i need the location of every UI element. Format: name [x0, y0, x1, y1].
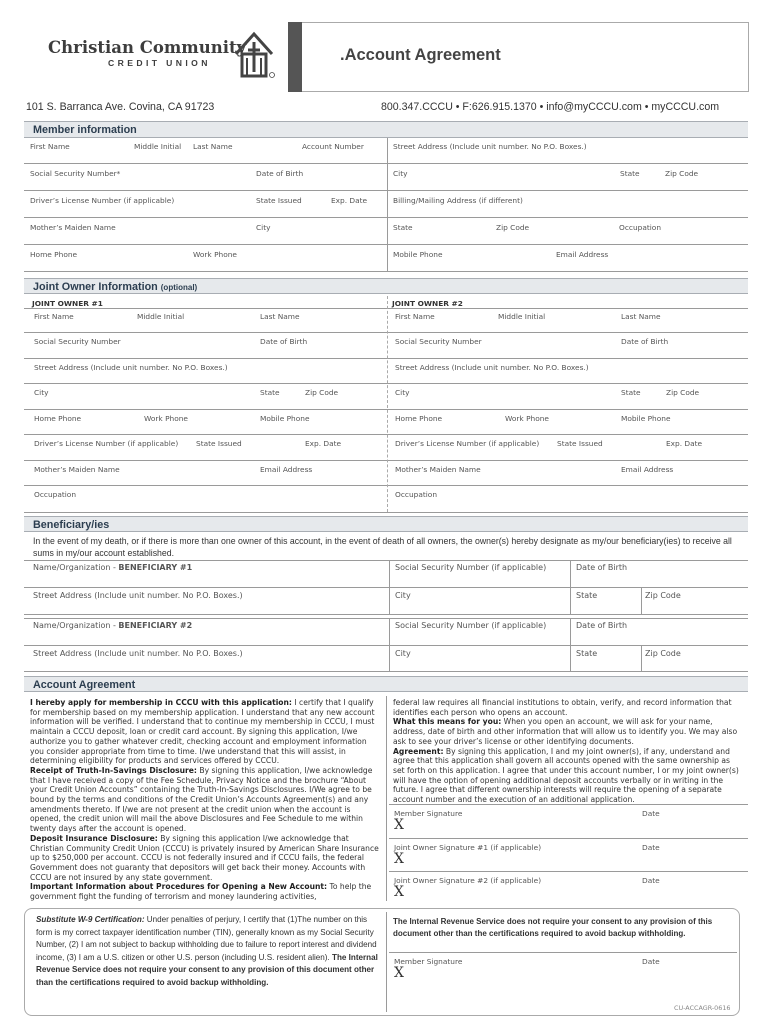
- j1-mobile-phone-label: Mobile Phone: [260, 414, 310, 423]
- agreement-left-column: [30, 698, 380, 902]
- agreement-p2-text: By signing this application, I/we acknowledge that I have received a copy of the Fee Schedule, Privacy Notice and the brochure “About your Credit Union Accounts” containing the Truth-In-Savings Disclosures. I/We agree to be bound by the terms and conditions of the Credit Union’s Accounts Agreement(s) and any amendments thereto. If I/we are not present at the credit union when the account is opened, the credit union will mail the above Disclosures and Fee Schedule to me within twenty days after the account is opened.: [30, 765, 373, 834]
- beneficiary-section-header: [24, 516, 748, 532]
- w9-date-label: Date: [642, 957, 660, 966]
- j1-middle-initial-label: Middle Initial: [137, 312, 185, 321]
- j2-mobile-phone-label: Mobile Phone: [621, 414, 671, 423]
- j2-middle-initial-label: Middle Initial: [498, 312, 546, 321]
- joint1-signature-field[interactable]: X: [394, 851, 404, 867]
- agreement-joint1-sig-label: Joint Owner Signature #1 (if applicable): [394, 843, 542, 852]
- j1-dob-label: Date of Birth: [260, 337, 308, 346]
- b2-dob-label: Date of Birth: [576, 621, 628, 630]
- member-zip-label: Zip Code: [665, 169, 699, 178]
- joint-owner1-heading: JOINT OWNER #1: [32, 299, 103, 308]
- j1-zip-label: Zip Code: [305, 388, 339, 397]
- j1-email-label: Email Address: [260, 465, 313, 474]
- b1-city-label: City: [395, 591, 411, 600]
- j1-work-phone-label: Work Phone: [144, 414, 188, 423]
- member-maiden-label: Mother’s Maiden Name: [30, 223, 116, 232]
- b2-street-label: Street Address (Include unit number. No P.O. Boxes.): [33, 649, 243, 658]
- agreement-right-column: [393, 698, 741, 805]
- b1-dob-label: Date of Birth: [576, 563, 628, 572]
- member-work-phone-label: Work Phone: [193, 250, 237, 259]
- j2-dob-label: Date of Birth: [621, 337, 669, 346]
- j1-ssn-label: Social Security Number: [34, 337, 121, 346]
- j2-email-label: Email Address: [621, 465, 674, 474]
- agreement-section-header: [24, 676, 748, 692]
- logo-text-line2: CREDIT UNION: [108, 58, 211, 68]
- agreement-p4-heading: Important Information about Procedures for Opening a New Account:: [30, 882, 328, 892]
- j1-dl-label: Driver’s License Number (if applicable): [34, 439, 179, 448]
- j1-city-label: City: [34, 388, 49, 397]
- j2-first-name-label: First Name: [395, 312, 435, 321]
- agreement-p1-text: I certify that I qualify for membership based on my membership application. I understand that any new account information will be verified. I understand that to continue my membership in CCCU, I must maintain a CCCU deposit, loan or credit card account. By signing this application, I/we authorize you to gather whatever credit, checking account and employment information you consider appropriate from time to time. I/we understand that this will assist, in determining eligibility for products and services offered by CCCU.: [30, 698, 375, 766]
- agreement-p3-text: By signing this application I/we acknowledge that Christian Community Credit Union (CCCU) is privately insured by American Share Insurance up to $250,000 per account. CCCU is not federally insured and if CCCU fails, the federal Government does not guaranty that depositors will get back their money. Accounts with CCCU are not insured by any state government.: [30, 833, 379, 882]
- j2-home-phone-label: Home Phone: [395, 414, 443, 423]
- j2-maiden-label: Mother’s Maiden Name: [395, 465, 481, 474]
- logo: [44, 36, 247, 76]
- b2-city-label: City: [395, 649, 411, 658]
- agreement-member-sig-label: Member Signature: [394, 809, 463, 818]
- member-signature-field[interactable]: X: [394, 817, 404, 833]
- joint-section-header: [24, 278, 748, 294]
- member-section-header: [24, 121, 748, 138]
- j1-maiden-label: Mother’s Maiden Name: [34, 465, 120, 474]
- address-line: 101 S. Barranca Ave. Covina, CA 91723: [26, 101, 215, 113]
- agreement-p1-heading: I hereby apply for membership in CCCU with this application:: [30, 698, 292, 707]
- w9-member-sig-label: Member Signature: [394, 957, 463, 966]
- j1-state-issued-label: State Issued: [196, 439, 242, 448]
- j2-state-issued-label: State Issued: [557, 439, 603, 448]
- w9-signature-field[interactable]: X: [394, 965, 404, 981]
- beneficiary-intro: In the event of my death, or if there is more than one owner of this account, in the event of death of all owners, the owner(s) hereby designate as my/our beneficiary(ies) to receive all sums in my/our account established.: [33, 535, 732, 558]
- agreement-right-p3-text: By signing this application, I and my joint owner(s), if any, understand and agree that this application shall govern all accounts opened with the same ownership as set forth on this application. I agree that under this account number, I or my joint owner(s) will have the option of opening additional deposit accounts verbally or in writing in the future. I agree that different ownership interests will require the opening of a separate account number and the execution of an additional application.: [393, 746, 739, 805]
- w9-right-notice: The Internal Revenue Service does not require your consent to any provision of this document other than the certifications required to avoid backup withholding.: [393, 917, 713, 938]
- agreement-right-p3-heading: Agreement:: [393, 746, 444, 756]
- agreement-joint2-sig-label: Joint Owner Signature #2 (if applicable): [394, 876, 542, 885]
- agreement-joint1-date-label: Date: [642, 843, 660, 852]
- church-logo-icon: [232, 28, 276, 80]
- agreement-member-date-label: Date: [642, 809, 660, 818]
- j2-zip-label: Zip Code: [666, 388, 700, 397]
- b1-zip-label: Zip Code: [645, 591, 681, 600]
- member-state-issued-label: State Issued: [256, 196, 302, 205]
- j2-city-label: City: [395, 388, 410, 397]
- member-city2-label: City: [256, 223, 271, 232]
- b1-ssn-label: Social Security Number (if applicable): [395, 563, 547, 572]
- j2-ssn-label: Social Security Number: [395, 337, 482, 346]
- w9-bold-tail: The Internal Revenue Service does not require your consent to any provision of this document other than the certifications required to avoid backup withholding.: [36, 952, 378, 987]
- member-exp-date-label: Exp. Date: [331, 196, 368, 205]
- b2-ssn-label: Social Security Number (if applicable): [395, 621, 547, 630]
- j1-home-phone-label: Home Phone: [34, 414, 82, 423]
- j1-street-label: Street Address (Include unit number. No P.O. Boxes.): [34, 363, 228, 372]
- agreement-section-title: Account Agreement: [33, 679, 136, 691]
- member-account-number-label: Account Number: [302, 142, 364, 151]
- j1-first-name-label: First Name: [34, 312, 74, 321]
- b2-state-label: State: [576, 649, 598, 658]
- b2-name-label: Name/Organization -: [33, 621, 119, 630]
- member-section-title: Member information: [33, 124, 137, 136]
- j2-last-name-label: Last Name: [621, 312, 661, 321]
- agreement-right-p2-text: When you open an account, we will ask for your name, address, date of birth and other information that will allow us to identify you. We may also ask to see your driver’s license or other identifying documents.: [393, 717, 738, 746]
- member-billing-label: Billing/Mailing Address (if different): [393, 196, 523, 205]
- member-last-name-label: Last Name: [193, 142, 233, 151]
- b2-zip-label: Zip Code: [645, 649, 681, 658]
- agreement-p4-text: To help the government fight the funding of terrorism and money laundering activities,: [30, 882, 372, 902]
- contact-line: 800.347.CCCU • F:626.915.1370 • info@myCCCU.com • myCCCU.com: [381, 101, 720, 113]
- j2-work-phone-label: Work Phone: [505, 414, 549, 423]
- b1-heading: BENEFICIARY #1: [118, 563, 193, 572]
- agreement-joint2-date-label: Date: [642, 876, 660, 885]
- j2-dl-label: Driver’s License Number (if applicable): [395, 439, 540, 448]
- joint-owner2-heading: JOINT OWNER #2: [392, 299, 463, 308]
- member-zip2-label: Zip Code: [496, 223, 530, 232]
- title-box-right: [302, 22, 749, 92]
- member-first-name-label: First Name: [30, 142, 70, 151]
- j2-exp-date-label: Exp. Date: [666, 439, 703, 448]
- w9-body: Under penalties of perjury, I certify that (1)The number on this form is my correct taxpayer identification number (TIN), generally known as my Social Security Number, (2) I am not subject to backup withholding due to failure to report interest and dividend income, (3) I am a U.S. citizen or other U.S. person (including U.S. resident alien).: [36, 915, 377, 962]
- member-occupation-label: Occupation: [619, 223, 662, 232]
- member-dl-label: Driver’s License Number (if applicable): [30, 196, 175, 205]
- b1-street-label: Street Address (Include unit number. No P.O. Boxes.): [33, 591, 243, 600]
- member-city-label: City: [393, 169, 408, 178]
- b2-heading: BENEFICIARY #2: [118, 621, 193, 630]
- member-state2-label: State: [393, 223, 413, 232]
- w9-title: Substitute W-9 Certification:: [36, 915, 145, 924]
- member-street-label: Street Address (Include unit number. No P.O. Boxes.): [393, 142, 587, 151]
- joint2-signature-field[interactable]: X: [394, 884, 404, 900]
- beneficiary-section-title: Beneficiary/ies: [33, 519, 110, 531]
- j2-state-label: State: [621, 388, 641, 397]
- w9-text: [36, 914, 380, 990]
- member-mobile-phone-label: Mobile Phone: [393, 250, 443, 259]
- form-code: CU-ACCAGR-0616: [674, 1004, 731, 1012]
- member-email-label: Email Address: [556, 250, 609, 259]
- member-middle-initial-label: Middle Initial: [134, 142, 182, 151]
- member-home-phone-label: Home Phone: [30, 250, 78, 259]
- member-ssn-label: Social Security Number*: [30, 169, 121, 178]
- j1-occupation-label: Occupation: [34, 490, 77, 499]
- joint-section-title: Joint Owner Information: [33, 281, 158, 293]
- agreement-p3-heading: Deposit Insurance Disclosure:: [30, 833, 158, 843]
- agreement-right-p1: federal law requires all financial institutions to obtain, verify, and record information that identifies each person who opens an account.: [393, 698, 732, 717]
- form-title: .Account Agreement: [340, 46, 501, 64]
- j1-exp-date-label: Exp. Date: [305, 439, 342, 448]
- b1-name-label: Name/Organization -: [33, 563, 119, 572]
- b1-state-label: State: [576, 591, 598, 600]
- header-divider: [288, 22, 302, 92]
- j2-street-label: Street Address (Include unit number. No P.O. Boxes.): [395, 363, 589, 372]
- j1-state-label: State: [260, 388, 280, 397]
- j2-occupation-label: Occupation: [395, 490, 438, 499]
- j1-last-name-label: Last Name: [260, 312, 300, 321]
- agreement-right-p2-heading: What this means for you:: [393, 717, 502, 727]
- member-state-label: State: [620, 169, 640, 178]
- member-dob-label: Date of Birth: [256, 169, 304, 178]
- joint-optional-label: (optional): [160, 283, 198, 292]
- agreement-p2-heading: Receipt of Truth-In-Savings Disclosure:: [30, 765, 197, 775]
- logo-text-line1: Christian Community: [48, 38, 247, 57]
